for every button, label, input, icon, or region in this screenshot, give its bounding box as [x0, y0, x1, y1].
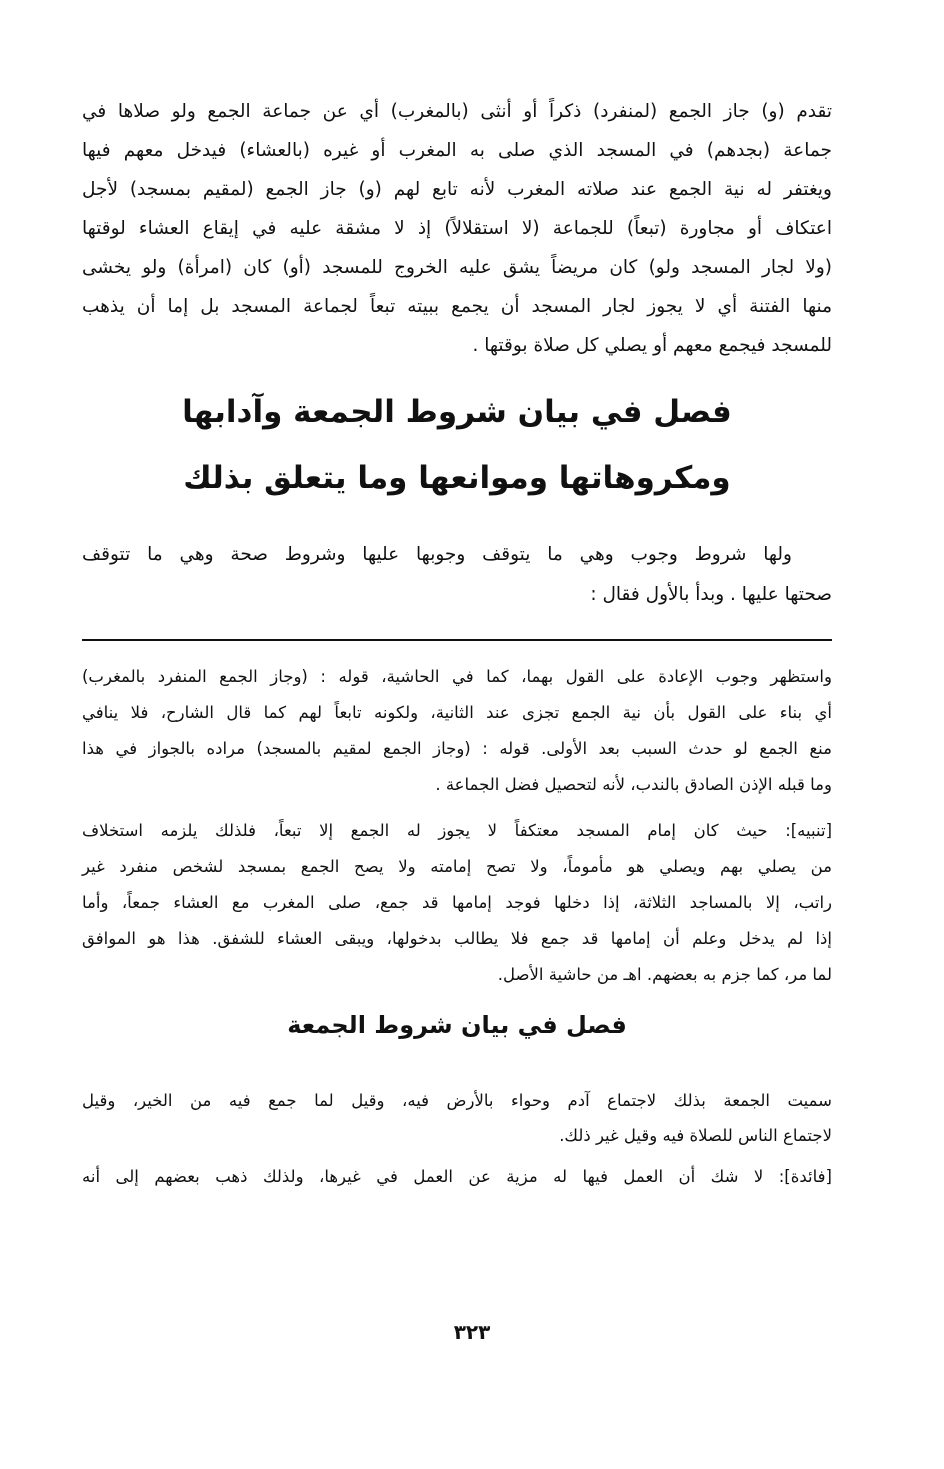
main-line: ويغتفر له نية الجمع عند صلاته المغرب لأنه تابع لهم (و) جاز الجمع (لمقيم بمسجد) لأجل [82, 179, 832, 200]
notice-paragraph [82, 813, 832, 993]
footnote-line: أي بناء على القول بأن نية الجمع تجزى عند الثانية، ولكونه تابعاً لهم كما قال الشارح، فلا ينافي [82, 703, 832, 722]
section-title: فصل في بيان شروط الجمعة [287, 1011, 627, 1039]
main-line: منها الفتنة أي لا يجوز لجار المسجد أن يجمع ببيته تبعاً لجماعة المسجد بل إما أن يذهب [82, 296, 832, 317]
intro-paragraph [82, 535, 832, 615]
section-body-line: سميت الجمعة بذلك لاجتماع آدم وحواء بالأرض فيه، وقيل لما جمع فيه من الخير، وقيل [82, 1091, 832, 1110]
page-number: ٣٢٣ [453, 1320, 491, 1344]
section-body [82, 1083, 832, 1153]
footnote-divider [82, 639, 832, 641]
notice-line: راتب، إلا بالمساجد الثلاثة، إذا دخلها فوجد إمامها قد جمع، صلى المغرب مع العشاء جمعاً، وأما [82, 893, 832, 912]
notice-line: من يصلي بهم ويصلي هو مأموماً، ولا تصح إمامته ولا يصح الجمع بمسجد لشخص منفرد غير [82, 857, 832, 876]
notice-line: لما مر، كما جزم به بعضهم. اهـ من حاشية الأصل. [497, 965, 832, 984]
main-line: تقدم (و) جاز الجمع (لمنفرد) ذكراً أو أنثى (بالمغرب) أي عن جماعة الجمع ولو صلاها في [82, 101, 832, 122]
main-line: اعتكاف أو مجاورة (تبعاً) للجماعة (لا استقلالاً) إذ لا مشقة عليه في إيقاع العشاء لوقتها [82, 218, 832, 239]
page-content [82, 92, 832, 1200]
benefit-line: [فائدة]: لا شك أن العمل فيها له مزية عن العمل في غيرها، ولذلك ذهب بعضهم إلى أنه [82, 1167, 832, 1186]
section-body-line: لاجتماع الناس للصلاة فيه وقيل غير ذلك. [559, 1126, 832, 1145]
benefit-note [82, 1159, 832, 1194]
notice-line: [تنبيه]: حيث كان إمام المسجد معتكفاً لا يجوز له الجمع إلا تبعاً، فلذلك يلزمه استخلاف [82, 821, 832, 840]
footnote-line: واستظهر وجوب الإعادة على القول بهما، كما في الحاشية، قوله : (وجاز الجمع المنفرد بالمغرب) [82, 667, 832, 686]
footnote-line: وما قبله الإذن الصادق بالندب، لأنه لتحصيل فضل الجماعة . [435, 775, 832, 794]
main-paragraph [82, 92, 832, 365]
chapter-title-line-2: ومكروهاتها وموانعها وما يتعلق بذلك [183, 460, 731, 496]
footnote-line: منع الجمع لو حدث السبب بعد الأولى. قوله : (وجاز الجمع لمقيم بالمسجد) مراده بالجواز في هذا [82, 739, 832, 758]
chapter-title [82, 379, 832, 511]
main-line: للمسجد فيجمع معهم أو يصلي كل صلاة بوقتها . [472, 335, 832, 356]
intro-line: صحتها عليها . وبدأ بالأول فقال : [590, 584, 832, 605]
intro-line: ولها شروط وجوب وهي ما يتوقف وجوبها عليها وشروط صحة وهي ما تتوقف [82, 544, 792, 565]
footnote-paragraph [82, 659, 832, 803]
main-line: (ولا لجار المسجد ولو) كان مريضاً يشق عليه الخروج للمسجد (أو) كان (امرأة) ولو يخشى [82, 257, 832, 278]
main-line: جماعة (بجدهم) في المسجد الذي صلى به المغرب أو غيره (بالعشاء) فيدخل معهم فيها [82, 140, 832, 161]
chapter-title-line-1: فصل في بيان شروط الجمعة وآدابها [182, 394, 732, 430]
notice-line: إذا لم يدخل وعلم أن إمامها قد جمع فلا يطالب بدخولها، ويبقى العشاء للشفق. هذا هو الموافق [82, 929, 832, 948]
